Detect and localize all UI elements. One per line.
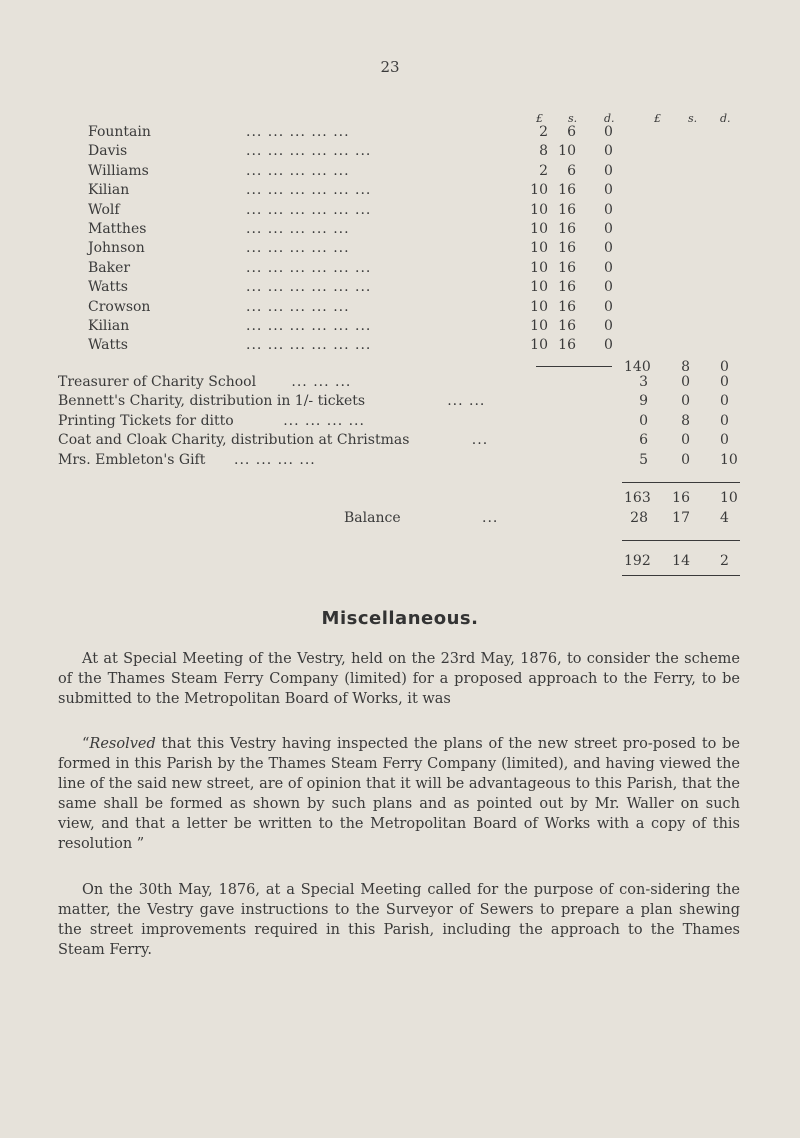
amount-pence: 0 — [604, 162, 613, 179]
amount-shillings: 8 — [681, 412, 690, 429]
amount-pence: 0 — [604, 201, 613, 218]
amount-pence: 0 — [604, 318, 613, 334]
leader-dots: ... ... ... ... ... — [246, 162, 350, 179]
header-pence-2: d. — [720, 112, 731, 125]
ledger-row — [0, 297, 800, 317]
amount-pence: 0 — [720, 393, 729, 410]
amount-pounds: 10 — [530, 221, 548, 237]
leader-dots: ... ... ... ... ... ... — [246, 279, 372, 296]
amount-shillings: 0 — [681, 393, 690, 410]
payee-name: Watts — [88, 337, 128, 354]
amount-shillings: 16 — [558, 182, 576, 199]
ledger-row — [0, 122, 800, 142]
amount-shillings: 6 — [567, 124, 576, 140]
ledger-row — [0, 316, 800, 336]
amount-shillings: 16 — [558, 298, 576, 315]
amount-pounds: 5 — [639, 451, 648, 468]
group1-total-shillings: 8 — [681, 359, 690, 375]
balance-dots: ... — [482, 510, 499, 526]
leader-dots: ... ... ... ... ... ... — [246, 337, 372, 354]
resolution-open-quote: “ — [82, 736, 90, 752]
amount-pounds: 3 — [639, 374, 648, 390]
amount-shillings: 16 — [558, 318, 576, 334]
payee-name: Baker — [88, 259, 131, 276]
ledger-row — [0, 180, 800, 200]
ledger-row — [0, 141, 800, 161]
leader-dots: ... ... — [447, 393, 486, 410]
amount-shillings: 16 — [558, 279, 576, 296]
payee-name: Watts — [88, 279, 128, 296]
balance-label: Balance — [344, 510, 401, 526]
payee-name: Treasurer of Charity School — [58, 374, 257, 390]
leader-dots: ... ... ... ... ... — [246, 240, 350, 257]
ledger-row — [0, 450, 800, 470]
amount-shillings: 0 — [681, 432, 690, 449]
amount-shillings: 16 — [558, 240, 576, 257]
amount-pounds: 2 — [539, 124, 548, 140]
amount-shillings: 16 — [558, 337, 576, 354]
amount-pounds: 2 — [539, 162, 548, 179]
amount-pence: 0 — [604, 337, 613, 354]
payee-name: Johnson — [88, 240, 145, 257]
subtotal-shillings: 16 — [672, 490, 690, 506]
ledger-row — [0, 411, 800, 431]
amount-pounds: 10 — [530, 279, 548, 296]
amount-shillings: 16 — [558, 201, 576, 218]
amount-pounds: 10 — [530, 298, 548, 315]
payee-name: Kilian — [88, 318, 130, 334]
paragraph-resolution — [58, 734, 740, 854]
leader-dots: ... ... ... ... ... ... — [246, 318, 372, 334]
amount-shillings: 6 — [567, 162, 576, 179]
payee-name: Crowson — [88, 298, 151, 315]
amount-pounds: 10 — [530, 259, 548, 276]
amount-pounds: 6 — [639, 432, 648, 449]
amount-shillings: 10 — [558, 143, 576, 160]
amount-shillings: 16 — [558, 221, 576, 237]
ledger-row — [0, 161, 800, 181]
amount-pence: 0 — [604, 124, 613, 140]
amount-pence: 0 — [720, 374, 729, 390]
header-pence-1: d. — [604, 112, 615, 125]
grand-total-pounds: 192 — [624, 553, 651, 569]
paragraph-instructions: On the 30th May, 1876, at a Special Meeting called for the purpose of con-sidering the matter, the Vestry gave instructions to the Surveyor of Sewers to prepare a plan shewing the street improvements required in this Parish, including the approach to the Thames Steam Ferry. — [58, 882, 740, 958]
balance-pence: 4 — [720, 510, 729, 526]
amount-pence: 0 — [604, 240, 613, 257]
amount-pounds: 10 — [530, 182, 548, 199]
subtotal-rule — [622, 482, 740, 483]
amount-shillings: 0 — [681, 374, 690, 390]
ledger-row — [0, 391, 800, 411]
header-pounds-2: £ — [654, 112, 661, 125]
leader-dots: ... ... ... — [291, 374, 352, 390]
paragraph-meeting: At at Special Meeting of the Vestry, held on the 23rd May, 1876, to consider the scheme of the Thames Steam Ferry Company (limited) for a proposed approach to the Ferry, to be submitted to the Metropolitan Board of Works, it was — [58, 651, 740, 707]
amount-pence: 0 — [604, 279, 613, 296]
subtotal-row — [0, 488, 800, 508]
amount-pounds: 9 — [639, 393, 648, 410]
payee-name: Williams — [88, 162, 149, 179]
group1-total-pounds: 140 — [624, 359, 651, 375]
payee-name: Fountain — [88, 124, 151, 140]
leader-dots: ... ... ... ... ... — [246, 124, 350, 140]
amount-pence: 0 — [604, 182, 613, 199]
page-number: 23 — [380, 58, 400, 76]
ledger-row — [0, 219, 800, 239]
amount-pounds: 10 — [530, 318, 548, 334]
ledger-row — [0, 200, 800, 220]
amount-pounds: 10 — [530, 337, 548, 354]
payee-name: Mrs. Embleton's Gift — [58, 451, 206, 468]
payee-name: Printing Tickets for ditto — [58, 412, 234, 429]
header-pounds-1: £ — [536, 112, 543, 125]
ledger-row — [0, 430, 800, 450]
balance-pounds: 28 — [630, 510, 648, 526]
balance-row — [0, 508, 800, 528]
payee-name: Bennett's Charity, distribution in 1/- tickets — [58, 393, 366, 410]
leader-dots: ... ... ... ... ... — [246, 221, 350, 237]
amount-pence: 0 — [720, 412, 729, 429]
header-shillings-2: s. — [688, 112, 698, 125]
subtotal-pounds: 163 — [624, 490, 651, 506]
leader-dots: ... ... ... ... ... ... — [246, 201, 372, 218]
leader-dots: ... ... ... ... ... ... — [246, 182, 372, 199]
payee-name: Davis — [88, 143, 128, 160]
leader-dots: ... ... ... ... — [283, 412, 365, 429]
payee-name: Wolf — [88, 201, 120, 218]
resolution-text: that this Vestry having inspected the plans of the new street pro-posed to be formed in this Parish by the Thames Steam Ferry Company (limited), and having viewed the line of the said new street, are of opinion that it will be advantageous to this Parish, that the same shall be formed as shown by such plans and as pointed out by Mr. Waller on such view, and that a letter be written to the Metropolitan Board of Works with a copy of this resolution ” — [58, 736, 740, 852]
amount-pence: 0 — [720, 432, 729, 449]
amount-pounds: 10 — [530, 240, 548, 257]
ledger-row — [0, 335, 800, 355]
amount-pence: 0 — [604, 221, 613, 237]
amount-pence: 10 — [720, 451, 738, 468]
payee-name: Matthes — [88, 221, 147, 237]
grand-total-rule — [622, 575, 740, 576]
section-title: Miscellaneous. — [321, 608, 479, 629]
balance-shillings: 17 — [672, 510, 690, 526]
grand-total-pence: 2 — [720, 553, 729, 569]
amount-pence: 0 — [604, 259, 613, 276]
amount-pounds: 8 — [539, 143, 548, 160]
amount-pounds: 0 — [639, 412, 648, 429]
ledger-row — [0, 258, 800, 278]
leader-dots: ... ... ... ... ... ... — [246, 259, 372, 276]
payee-name: Kilian — [88, 182, 130, 199]
grand-total-row — [0, 551, 800, 571]
grand-total-shillings: 14 — [672, 553, 690, 569]
amount-pounds: 10 — [530, 201, 548, 218]
balance-rule — [622, 540, 740, 541]
group1-total-pence: 0 — [720, 359, 729, 375]
amount-pence: 0 — [604, 298, 613, 315]
leader-dots: ... ... ... ... ... ... — [246, 143, 372, 160]
amount-shillings: 0 — [681, 451, 690, 468]
subtotal-pence: 10 — [720, 490, 738, 506]
ledger-row — [0, 372, 800, 392]
payee-name: Coat and Cloak Charity, distribution at Christmas — [58, 432, 410, 449]
resolved-word: Resolved — [89, 736, 156, 752]
leader-dots: ... — [471, 432, 489, 449]
ledger-row — [0, 238, 800, 258]
amount-shillings: 16 — [558, 259, 576, 276]
header-shillings-1: s. — [568, 112, 578, 125]
leader-dots: ... ... ... ... — [234, 451, 316, 468]
amount-pence: 0 — [604, 143, 613, 160]
ledger-row — [0, 277, 800, 297]
leader-dots: ... ... ... ... ... — [246, 298, 350, 315]
